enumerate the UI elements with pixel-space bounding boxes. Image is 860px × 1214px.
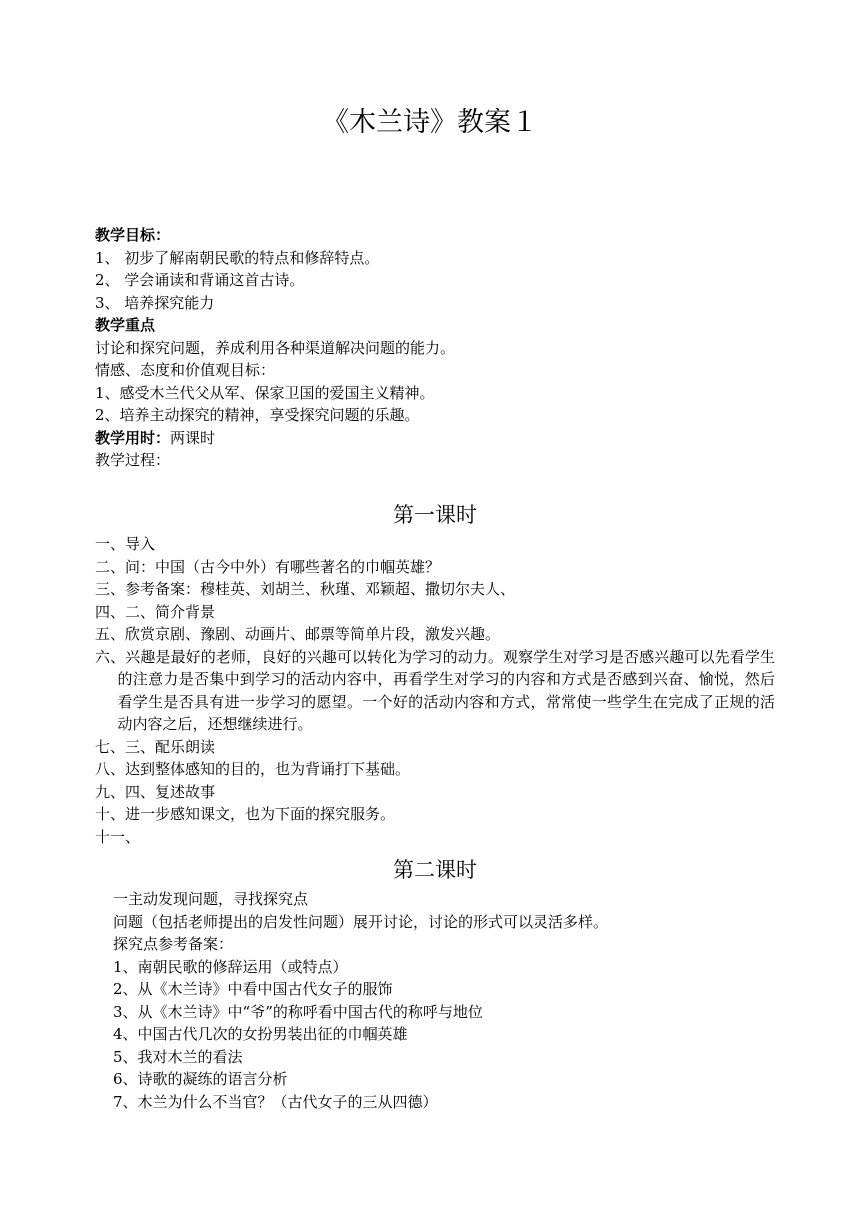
lesson2-item: 4、中国古代几次的女扮男装出征的巾帼英雄 bbox=[113, 1025, 408, 1043]
document-title: 《木兰诗》教案１ bbox=[322, 107, 538, 138]
lesson1-item: 四、二、简介背景 bbox=[95, 602, 216, 621]
lesson1-paragraph: 六、兴趣是最好的老师，良好的兴趣可以转化为学习的动力。观察学生对学习是否感兴趣可以先看学生的注意力是否集中到学习的活动内容中，再看学生对学习的内容和方式是否感到兴奋、愉悦，然后看学生是否具有进一步学习的愿望。一个好的活动内容和方式，常常使一些学生在完成了正规的活动内容之后，还想继续进行。 bbox=[95, 647, 775, 733]
goal-item: 3、 培养探究能力 bbox=[95, 293, 215, 312]
lesson1-heading: 第一课时 bbox=[393, 503, 477, 527]
lesson1-item: 八、达到整体感知的目的，也为背诵打下基础。 bbox=[95, 760, 411, 778]
lesson2-item: 问题（包括老师提出的启发性问题）展开讨论，讨论的形式可以灵活多样。 bbox=[113, 912, 609, 931]
lesson1-item: 三、参考备案：穆桂英、刘胡兰、秋瑾、邓颖超、撒切尔夫人、 bbox=[95, 580, 516, 598]
goals-heading: 教学目标： bbox=[95, 226, 171, 244]
lesson2-section bbox=[95, 852, 775, 1113]
lesson1-item: 五、欣赏京剧、豫剧、动画片、邮票等简单片段，激发兴趣。 bbox=[95, 625, 501, 643]
lesson2-item: 7、木兰为什么不当官？（古代女子的三从四德） bbox=[113, 1092, 438, 1111]
focus-heading: 教学重点 bbox=[95, 316, 156, 334]
emotion-heading: 情感、态度和价值观目标： bbox=[95, 361, 276, 379]
lesson2-item: 探究点参考备案： bbox=[113, 935, 234, 953]
time-value: 两课时 bbox=[170, 428, 216, 447]
lesson2-heading: 第二课时 bbox=[393, 858, 477, 882]
emotion-item: 2、培养主动探究的精神，享受探究问题的乐趣。 bbox=[95, 406, 420, 424]
lesson1-item: 十一、 bbox=[95, 827, 141, 846]
goal-item: 1、 初步了解南朝民歌的特点和修辞特点。 bbox=[95, 248, 380, 267]
lesson1-item: 七、三、配乐朗读 bbox=[95, 737, 216, 756]
lesson2-item: 1、南朝民歌的修辞运用（或特点） bbox=[113, 957, 348, 976]
lesson1-item: 九、四、复述故事 bbox=[95, 782, 216, 801]
time-label: 教学用时： bbox=[95, 428, 171, 447]
lesson1-section bbox=[95, 497, 775, 848]
emotion-item: 1、感受木兰代父从军、保家卫国的爱国主义精神。 bbox=[95, 383, 435, 402]
teaching-time bbox=[95, 427, 775, 450]
goal-item: 2、 学会诵读和背诵这首古诗。 bbox=[95, 271, 305, 289]
lesson2-item: 3、从《木兰诗》中“爷”的称呼看中国古代的称呼与地位 bbox=[113, 1002, 483, 1021]
lesson2-item: 2、从《木兰诗》中看中国古代女子的服饰 bbox=[113, 980, 393, 998]
lesson2-item: 5、我对木兰的看法 bbox=[113, 1047, 243, 1066]
focus-text: 讨论和探究问题，养成利用各种渠道解决问题的能力。 bbox=[95, 338, 456, 357]
intro-section bbox=[95, 224, 775, 472]
lesson1-item: 一、导入 bbox=[95, 535, 156, 553]
lesson2-item: 6、诗歌的凝练的语言分析 bbox=[113, 1070, 288, 1088]
lesson2-item: 一主动发现问题，寻找探究点 bbox=[113, 890, 309, 908]
process-label: 教学过程： bbox=[95, 451, 171, 469]
lesson1-item: 十、进一步感知课文，也为下面的探究服务。 bbox=[95, 805, 396, 823]
lesson1-item: 二、问：中国（古今中外）有哪些著名的巾帼英雄？ bbox=[95, 557, 441, 576]
